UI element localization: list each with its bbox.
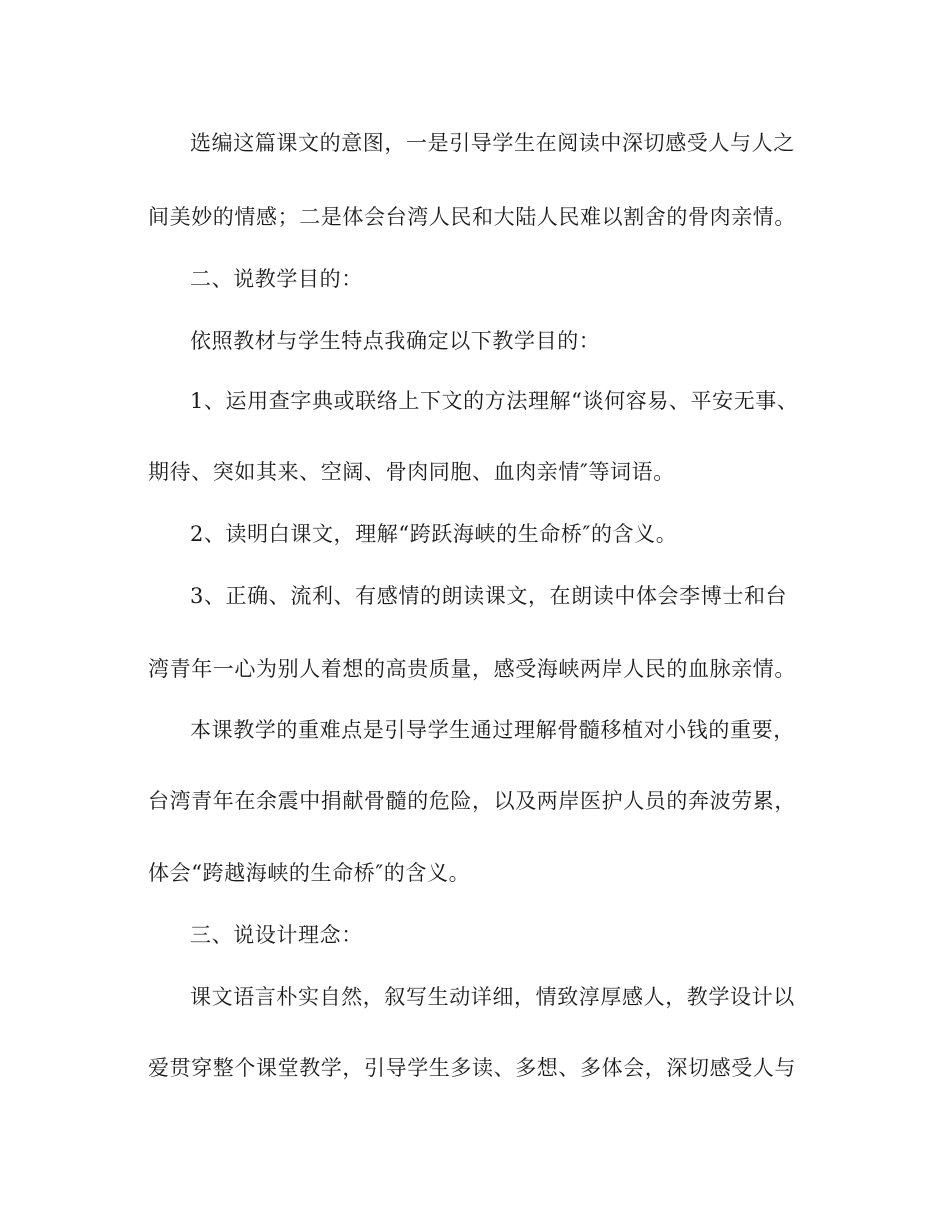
paragraph-line: 本课教学的重难点是引导学生通过理解骨髓移植对小钱的重要， bbox=[190, 718, 795, 742]
paragraph-line: 台湾青年在余震中捐献骨髓的危险，以及两岸医护人员的奔波劳累， bbox=[148, 789, 796, 813]
list-item: 2、读明白课文，理解“跨跃海峡的生命桥″的含义。 bbox=[190, 522, 678, 546]
list-item: 3、正确、流利、有感情的朗读课文，在朗读中体会李博士和台 bbox=[190, 584, 788, 608]
list-item: 1、运用查字典或联络上下文的方法理解“谈何容易、平安无事、 bbox=[190, 389, 799, 413]
paragraph-line: 爱贯穿整个课堂教学，引导学生多读、多想、多体会，深切感受人与 bbox=[148, 1056, 796, 1080]
list-item-continuation: 湾青年一心为别人着想的高贵质量，感受海峡两岸人民的血脉亲情。 bbox=[148, 657, 796, 681]
section-heading: 三、说设计理念： bbox=[190, 923, 363, 947]
paragraph-line: 间美妙的情感；二是体会台湾人民和大陆人民难以割舍的骨肉亲情。 bbox=[148, 205, 796, 229]
paragraph-line: 选编这篇课文的意图，一是引导学生在阅读中深切感受人与人之 bbox=[190, 131, 795, 155]
paragraph-line: 依照教材与学生特点我确定以下教学目的： bbox=[190, 329, 601, 353]
section-heading: 二、说教学目的： bbox=[190, 267, 363, 291]
paragraph-line: 课文语言朴实自然，叙写生动详细，情致淳厚感人，教学设计以 bbox=[190, 985, 795, 1009]
list-item-continuation: 期待、突如其来、空阔、骨肉同胞、血肉亲情″等词语。 bbox=[148, 460, 675, 484]
paragraph-line: 体会“跨越海峡的生命桥″的含义。 bbox=[148, 861, 471, 885]
